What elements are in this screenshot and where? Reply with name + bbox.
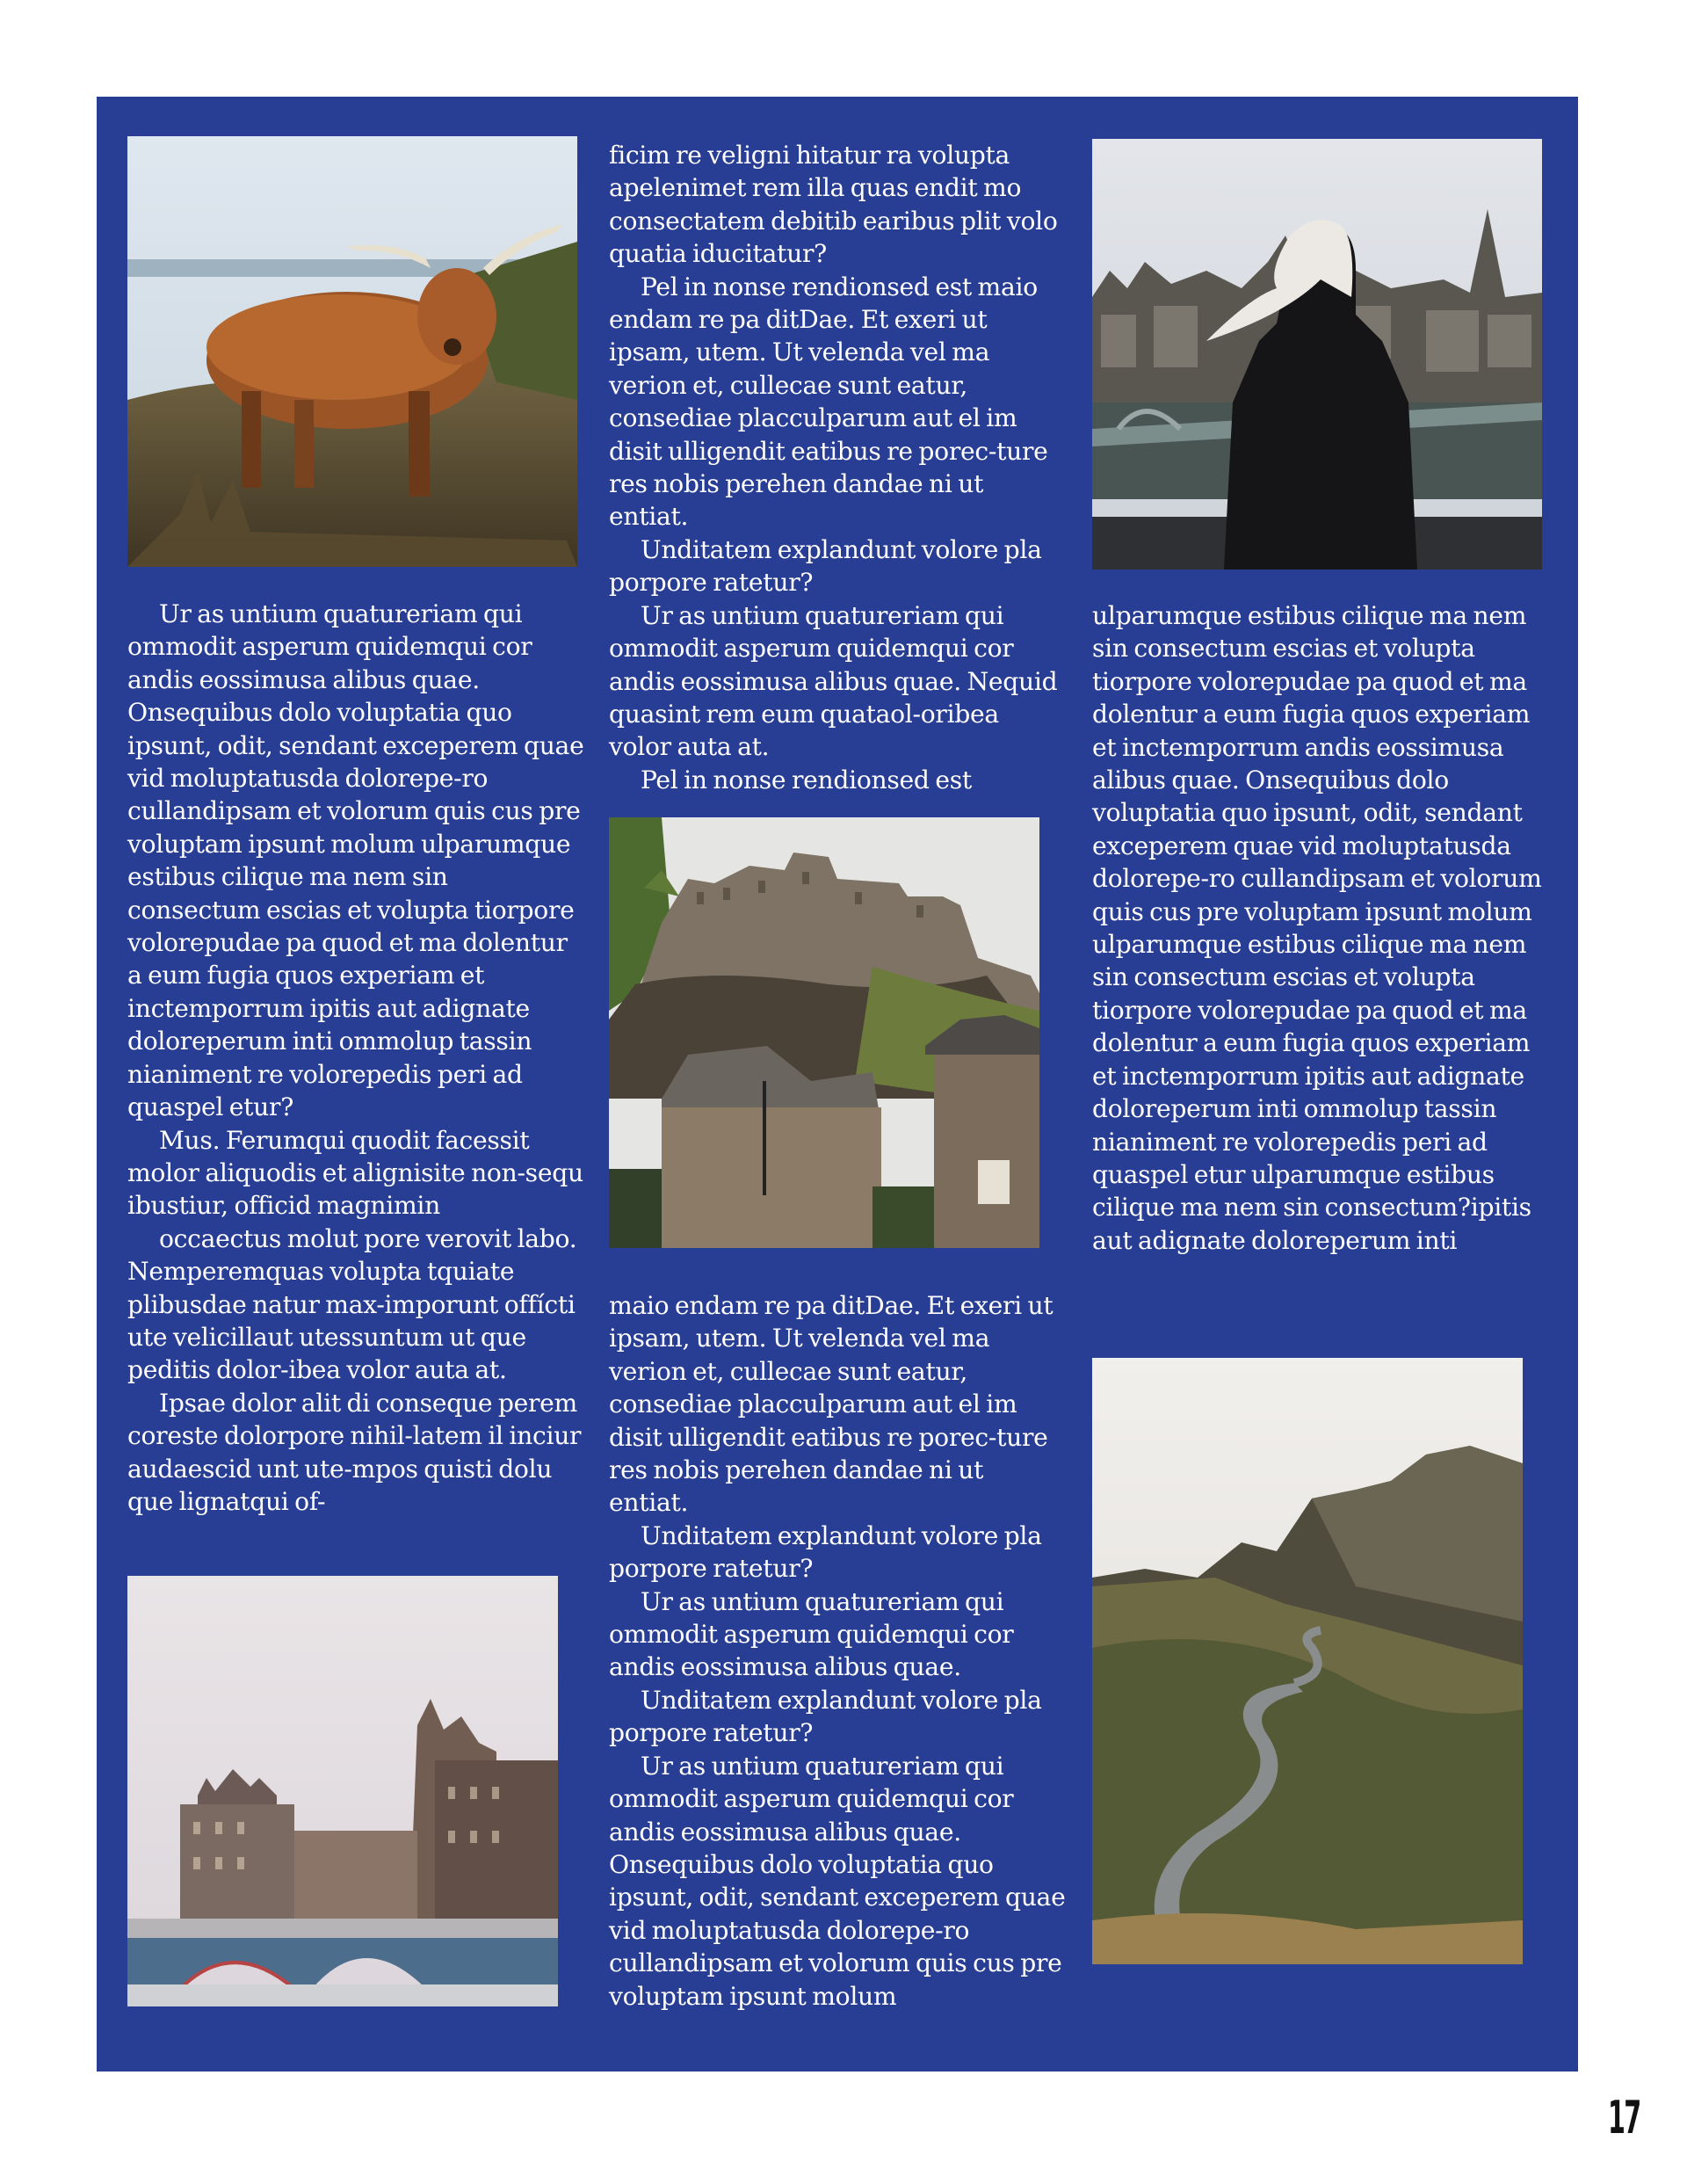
woman-overlooking-city-photo [1092, 139, 1542, 570]
paragraph: occaectus molut pore verovit labo. Nemperemquas volupta tquiate plibusdae natur max-imporunt offícti ute velicillaut utessuntum ut que peditis dolor-ibea volor auta at. [127, 1223, 577, 1385]
column-2-bottom-text [609, 1289, 1066, 2013]
paragraph: Ur as untium quatureriam qui ommodit asperum quidemqui cor andis eossimusa alibus quae. Onsequibus dolo voluptatia quo ipsunt, odit, sendant exceperem quae vid moluptatusda dolorepe-ro cullandipsam et volorum quis cus pre voluptam ipsunt molum [609, 1751, 1066, 2011]
paragraph: Ur as untium quatureriam qui ommodit asperum quidemqui cor andis eossimusa alibus quae. Nequid quasint rem eum quataol-oribea volor auta at. [609, 600, 1058, 762]
paragraph: ulparumque estibus cilique ma nem sin consectum escias et volupta tiorpore volorepudae pa quod et ma dolentur a eum fugia quos experiam et inctemporrum andis eossimusa alibus quae. Onsequibus dolo voluptatia quo ipsunt, odit, sendant exceperem quae vid moluptatusda dolorepe-ro cullandipsam et volorum quis cus pre voluptam ipsunt molum ulparumque estibus cilique ma nem sin consectum escias et volupta tiorpore volorepudae pa quod et ma dolentur a eum fugia quos experiam et inctemporrum ipitis aut adignate doloreperum inti ommolup tassin nianiment re volorepedis peri ad quaspel etur ulparumque estibus cilique ma nem sin consectum?ipitis aut adignate doloreperum inti [1092, 601, 1542, 1255]
column-2-top-text [609, 139, 1066, 796]
castle-on-rock-photo [609, 817, 1039, 1248]
paragraph: Mus. Ferumqui quodit facessit molor aliquodis et alignisite non-sequ ibustiur, officid magnimin [127, 1125, 583, 1221]
paragraph: Pel in nonse rendionsed est [641, 765, 972, 795]
highland-cow-photo [127, 136, 577, 567]
city-buildings-bridge-photo [127, 1576, 558, 2006]
paragraph: Ur as untium quatureriam qui ommodit asperum quidemqui cor andis eossimusa alibus quae. [609, 1586, 1014, 1682]
mountain-road-landscape-photo [1092, 1358, 1523, 1964]
paragraph: maio endam re pa ditDae. Et exeri ut ipsam, utem. Ut velenda vel ma verion et, cullecae sunt eatur, consediae placculparum aut el im disit ulligendit eatibus re porec-ture res nobis perehen dandae ni ut entiat. [609, 1291, 1053, 1518]
column-3-text [1092, 599, 1549, 1257]
paragraph: Ipsae dolor alit di conseque perem coreste dolorpore nihil-latem il inciur audaescid unt ute-mpos quisti dolu que lignatqui of- [127, 1388, 582, 1516]
paragraph: Unditatem explandunt volore pla porpore ratetur? [609, 1520, 1042, 1584]
content-panel [97, 97, 1578, 2072]
paragraph: Pel in nonse rendionsed est maio endam re pa ditDae. Et exeri ut ipsam, utem. Ut velenda vel ma verion et, cullecae sunt eatur, consediae placculparum aut el im disit ulligendit eatibus re porec-ture res nobis perehen dandae ni ut entiat. [609, 272, 1048, 532]
paragraph: ficim re veligni hitatur ra volupta apelenimet rem illa quas endit mo consectatem debitib earibus plit volo quatia iducitatur? [609, 141, 1058, 269]
paragraph: Unditatem explandunt volore pla porpore ratetur? [609, 534, 1042, 598]
paragraph: Ur as untium quatureriam qui ommodit asperum quidemqui cor andis eossimusa alibus quae. Onsequibus dolo voluptatia quo ipsunt, odit, sendant exceperem quae vid moluptatusda dolorepe-ro cullandipsam et volorum quis cus pre voluptam ipsunt molum ulparumque estibus cilique ma nem sin consectum escias et volupta tiorpore volorepudae pa quod et ma dolentur a eum fugia quos experiam et inctemporrum ipitis aut adignate doloreperum inti ommolup tassin nianiment re volorepedis peri ad quaspel etur? [127, 599, 584, 1122]
column-1-text [127, 598, 584, 1518]
paragraph: Unditatem explandunt volore pla porpore ratetur? [609, 1685, 1042, 1748]
page-number: 17 [1608, 2092, 1640, 2144]
